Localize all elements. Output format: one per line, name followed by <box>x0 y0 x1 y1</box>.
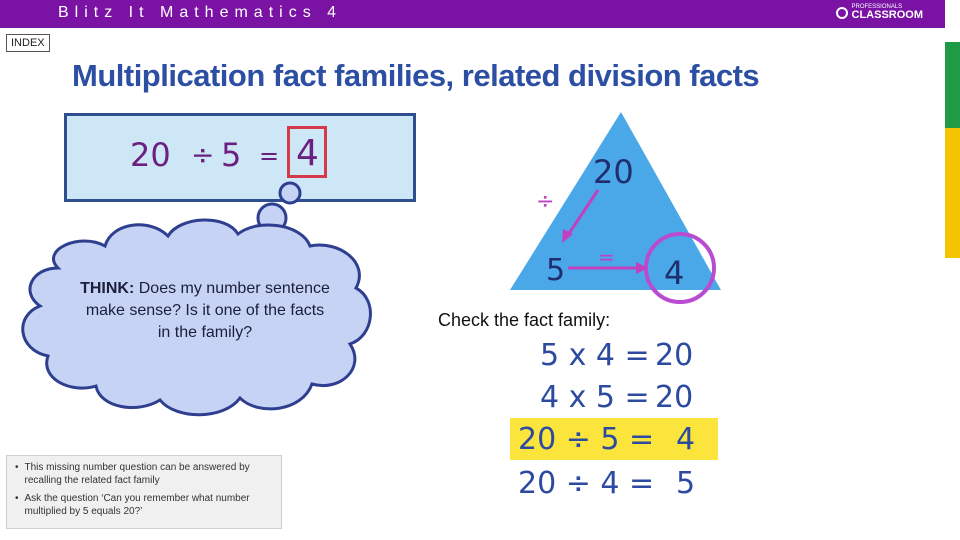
note-text: This missing number question can be answered by recalling the related fact family <box>24 462 250 486</box>
fact-right: 5 <box>676 466 696 501</box>
bullet-icon: • <box>15 462 19 473</box>
fact-right: 20 <box>655 380 694 415</box>
fact-left: 4 x 5 = <box>540 380 650 415</box>
logo-big-text: CLASSROOM <box>851 9 923 21</box>
equation-dividend: 20 <box>130 136 171 174</box>
equation-divisor: 5 <box>221 136 242 174</box>
equation-answer: 4 <box>296 133 319 174</box>
logo-small-text: PROFESSIONALS <box>851 4 903 10</box>
thought-body: Does my number sentence make sense? Is it one of the facts in the family? <box>85 280 330 341</box>
equation-divide-sign: ÷ <box>191 138 215 171</box>
triangle-divide-sign: ÷ <box>536 189 555 214</box>
bullet-icon: • <box>15 493 19 504</box>
fact-right: 20 <box>655 338 694 373</box>
triangle-top-number: 20 <box>593 153 634 191</box>
check-label: Check the fact family: <box>438 310 611 330</box>
triangle-left-number: 5 <box>546 253 566 288</box>
equation-equals-sign: = <box>259 142 280 170</box>
note-text: Ask the question ‘Can you remember what number multiplied by 5 equals 20?’ <box>24 493 250 517</box>
index-button[interactable]: INDEX <box>6 34 50 52</box>
page-title: Multiplication fact families, related division facts <box>72 58 760 93</box>
triangle-right-number: 4 <box>664 254 685 292</box>
fact-left: 5 x 4 = <box>540 338 650 373</box>
triangle-equals-sign: = <box>598 245 615 269</box>
fact-right: 4 <box>676 422 696 457</box>
thought-lead: THINK: <box>80 280 135 297</box>
header-title: Blitz It Mathematics 4 <box>58 4 343 21</box>
fact-left: 20 ÷ 5 = <box>518 422 655 457</box>
fact-left: 20 ÷ 4 = <box>518 466 655 501</box>
